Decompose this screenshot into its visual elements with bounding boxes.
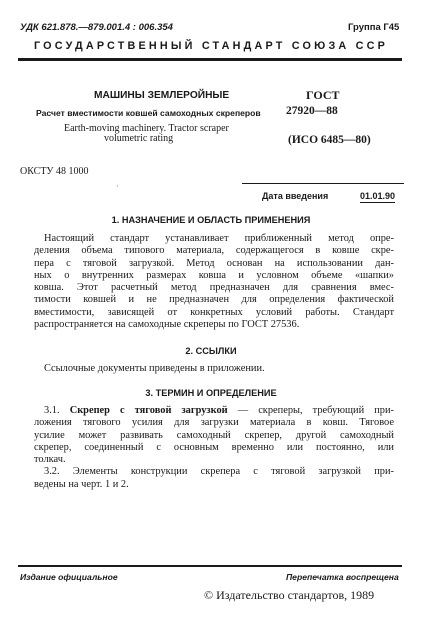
footer-rule	[18, 565, 402, 567]
group-code: Группа Г45	[348, 22, 400, 33]
section-2-text: Ссылочные документы приведены в приложении.	[44, 363, 265, 374]
official-edition-label: Издание официальное	[20, 572, 118, 582]
intro-date-label: Дата введения	[262, 191, 329, 201]
section-1-line: ных о внутренних размерах ковша и условном объеме «шапки»	[34, 269, 394, 281]
section-3-body	[34, 405, 394, 491]
section-1-line: деления объема типового материала, содержащегося в ковше скре-	[34, 245, 394, 257]
date-top-rule	[242, 183, 404, 184]
section-1-line: распространяется на самоходные скреперы по ГОСТ 27536.	[34, 319, 300, 331]
clause-3-1-first-line	[34, 405, 394, 417]
clause-3-1-line: ложения тягового усилия для загрузки материала в ковш. Тяговое	[34, 417, 394, 429]
standard-banner: ГОСУДАРСТВЕННЫЙ СТАНДАРТ СОЮЗА ССР	[33, 40, 389, 52]
intro-date-value: 01.01.90	[360, 191, 396, 201]
doc-title: МАШИНЫ ЗЕМЛЕРОЙНЫЕ	[94, 90, 230, 101]
clause-3-1-definition-start: — скреперы, требующий при-	[227, 405, 394, 416]
reprint-notice: Перепечатка воспрещена	[286, 572, 399, 582]
section-1-line: вместимости, зависящей от конкретных условий работы. Стандарт	[34, 306, 394, 318]
clause-3-1-number: 3.1.	[44, 405, 60, 416]
iso-reference: (ИСО 6485—80)	[288, 134, 371, 146]
udk-code: УДК 621.878.—879.001.4 : 006.354	[20, 22, 173, 33]
section-3-heading: 3. ТЕРМИН И ОПРЕДЕЛЕНИЕ	[145, 388, 277, 398]
clause-3-1-line: скрепер, соединенный с основным временно или постоянно, или	[34, 441, 394, 453]
section-1-heading: 1. НАЗНАЧЕНИЕ И ОБЛАСТЬ ПРИМЕНЕНИЯ	[111, 215, 311, 225]
clause-3-1-line: толкач.	[34, 454, 66, 466]
gost-number: 27920—88	[286, 105, 338, 117]
section-1-body	[34, 233, 394, 331]
title-en-line2: volumetric rating	[104, 133, 174, 144]
section-2-heading: 2. ССЫЛКИ	[185, 346, 237, 356]
okstu-code: ОКСТУ 48 1000	[20, 166, 89, 177]
section-1-line: ковша. Этот расчетный метод предназначен для сравнения вмес-	[34, 282, 394, 294]
clause-3-2-line: ведены на черт. 1 и 2.	[34, 478, 129, 490]
header-rule	[18, 58, 402, 61]
section-1-line: пера с тяговой загрузкой. Метод основан на использовании дан-	[34, 257, 394, 269]
title-en-line1: Earth-moving machinery. Tractor scraper	[64, 123, 229, 134]
gost-label: ГОСТ	[306, 88, 340, 102]
section-1-line: Настоящий стандарт устанавливает приближенный метод опре-	[44, 233, 394, 244]
clause-3-1-line: усилие может развивать самоходный скрепер, другой самоходный	[34, 429, 394, 441]
clause-3-2-line: 3.2. Элементы конструкции скрепера с тяговой загрузкой при-	[44, 466, 394, 478]
doc-subtitle: Расчет вместимости ковшей самоходных скреперов	[36, 108, 261, 118]
dot-mark: ·	[116, 182, 119, 191]
clause-3-1-term: Скрепер с тяговой загрузкой	[69, 405, 228, 416]
copyright-notice: © Издательство стандартов, 1989	[204, 588, 375, 602]
section-1-line: тимости ковшей и не предназначен для определения фактической	[34, 294, 394, 306]
